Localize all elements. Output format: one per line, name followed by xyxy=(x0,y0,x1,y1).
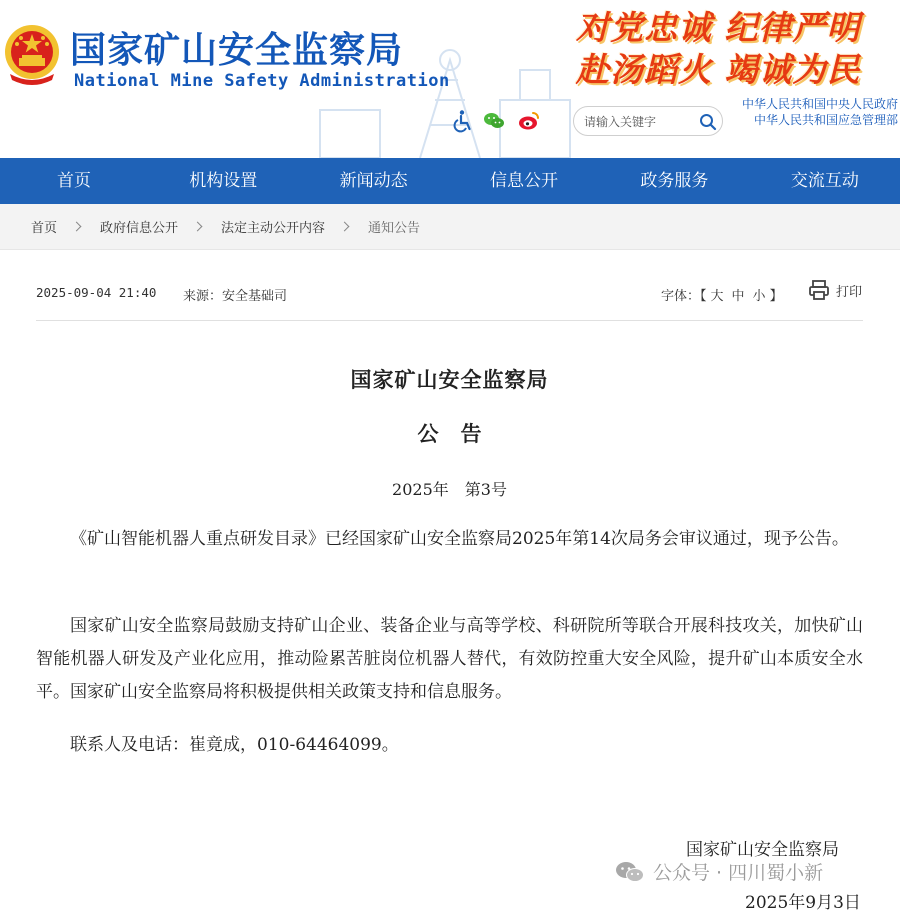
font-size-small[interactable]: 小 xyxy=(752,289,766,304)
breadcrumb-gov-info[interactable]: 政府信息公开 xyxy=(100,221,179,236)
article-source: 来源：安全基础司 xyxy=(183,289,288,304)
search-button[interactable] xyxy=(696,110,720,134)
paragraph-1: 《矿山智能机器人重点研发目录》已经国家矿山安全监察局2025年第14次局务会审议通过，现予公告。 xyxy=(70,529,849,549)
site-title[interactable]: 国家矿山安全监察局 xyxy=(70,29,404,71)
nav-item-news[interactable]: 新闻动态 xyxy=(339,171,408,191)
slogan-line-2: 赴汤蹈火 竭诚为民 xyxy=(576,50,861,89)
font-size-medium[interactable]: 中 xyxy=(731,289,745,304)
paragraph-contact: 联系人及电话：崔竟成，010-64464099。 xyxy=(70,735,399,755)
font-size-label: 字体：【 xyxy=(661,289,707,304)
main-nav xyxy=(0,158,900,204)
document-type: 公告 xyxy=(417,421,504,446)
nav-item-home[interactable]: 首页 xyxy=(57,171,91,191)
breadcrumb xyxy=(0,204,900,250)
font-size-control xyxy=(661,285,783,304)
nav-item-interaction[interactable]: 交流互动 xyxy=(790,171,859,191)
signature-date: 2025年9月3日 xyxy=(745,893,861,913)
breadcrumb-notices[interactable]: 通知公告 xyxy=(368,221,421,236)
chevron-right-icon xyxy=(193,222,203,232)
gov-links xyxy=(730,96,898,128)
search-input[interactable] xyxy=(584,112,694,132)
font-size-bracket: 】 xyxy=(769,289,783,304)
accessibility-icon[interactable] xyxy=(449,108,475,134)
article-meta xyxy=(36,275,863,321)
document-number: 2025年 第3号 xyxy=(392,480,507,499)
wechat-watermark xyxy=(615,858,823,885)
watermark-text: 公众号 · 四川蜀小新 xyxy=(653,862,824,884)
paragraph-2: 国家矿山安全监察局鼓励支持矿山企业、装备企业与高等学校、科研院所等联合开展科技攻关，加快矿山智能机器人研发及产业化应用，推动险累苦脏岗位机器人替代，有效防控重大安全风险，提升矿山本质安全水平。国家矿山安全监察局将积极提供相关政策支持和信息服务。 xyxy=(36,616,863,702)
breadcrumb-statutory[interactable]: 法定主动公开内容 xyxy=(221,221,326,236)
search-box xyxy=(573,106,723,136)
publish-date: 2025-09-04 21:40 xyxy=(36,285,157,300)
printer-icon xyxy=(808,279,830,301)
wechat-icon xyxy=(615,860,645,884)
nav-item-info-disclosure[interactable]: 信息公开 xyxy=(490,171,559,191)
national-emblem xyxy=(2,22,62,90)
print-button[interactable] xyxy=(808,279,862,301)
chevron-right-icon xyxy=(72,222,82,232)
print-label: 打印 xyxy=(836,284,863,300)
search-icon xyxy=(699,113,717,131)
font-size-large[interactable]: 大 xyxy=(710,289,724,304)
wechat-icon[interactable] xyxy=(481,108,507,134)
site-title-english[interactable]: National Mine Safety Administration xyxy=(74,71,450,91)
signature-org: 国家矿山安全监察局 xyxy=(686,840,839,860)
breadcrumb-home[interactable]: 首页 xyxy=(31,221,58,236)
nav-item-gov-services[interactable]: 政务服务 xyxy=(640,171,709,191)
nav-item-organization[interactable]: 机构设置 xyxy=(189,171,258,191)
document-issuer: 国家矿山安全监察局 xyxy=(350,367,549,392)
gov-link-emergency[interactable]: 中华人民共和国应急管理部 xyxy=(753,113,898,127)
weibo-icon[interactable] xyxy=(516,108,542,134)
site-header xyxy=(0,0,900,158)
gov-link-central[interactable]: 中华人民共和国中央人民政府 xyxy=(741,97,898,111)
chevron-right-icon xyxy=(340,222,350,232)
slogan-line-1: 对党忠诚 纪律严明 xyxy=(576,8,861,47)
